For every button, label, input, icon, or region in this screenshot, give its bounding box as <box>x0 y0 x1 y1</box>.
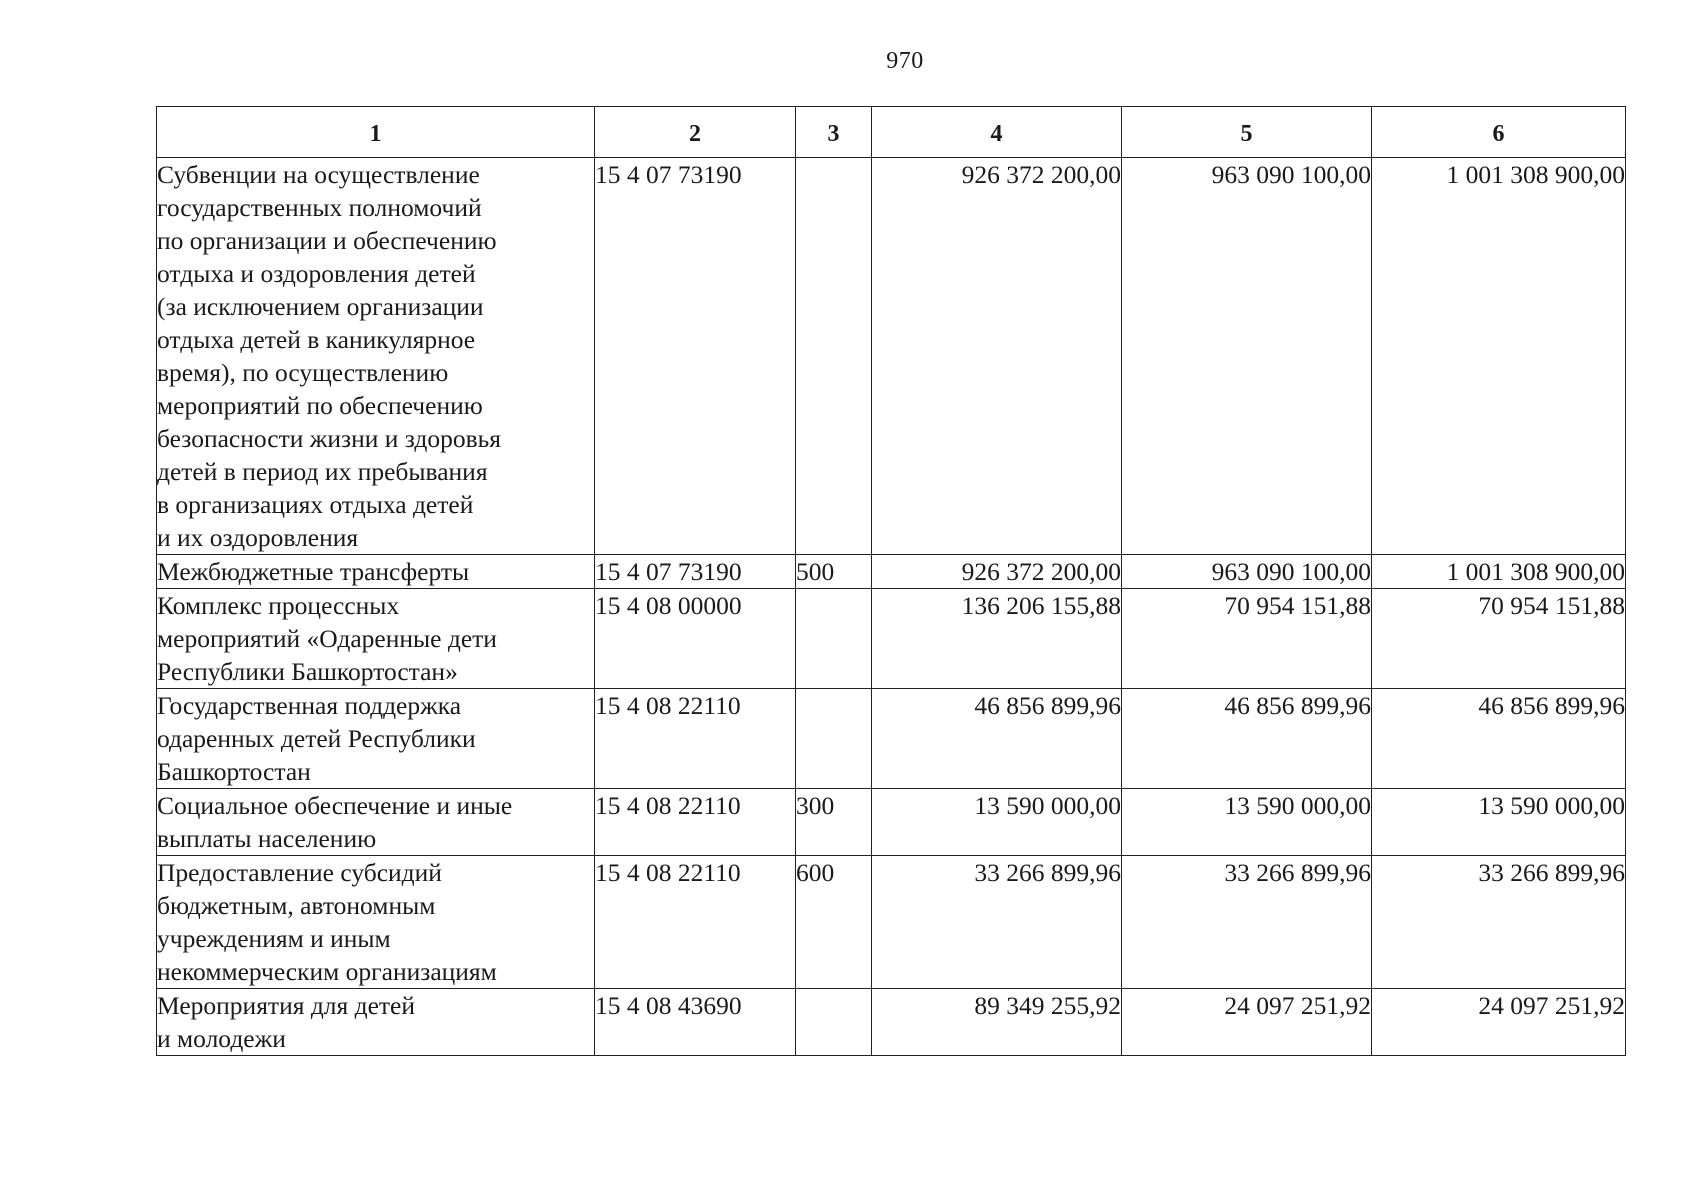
page-number: 970 <box>886 48 924 74</box>
item-name-line: Предоставление субсидий <box>157 858 442 887</box>
amount-col6-cell <box>1372 589 1626 689</box>
target-code: 15 4 08 00000 <box>595 591 742 620</box>
amount-col5: 13 590 000,00 <box>1224 791 1371 820</box>
amount-col6-cell <box>1372 689 1626 789</box>
amount-col5-cell <box>1122 589 1372 689</box>
expense-type-cell <box>796 589 872 689</box>
item-name-cell <box>157 555 595 589</box>
table-row <box>157 158 1626 555</box>
target-code: 15 4 08 22110 <box>595 691 741 720</box>
amount-col6: 13 590 000,00 <box>1478 791 1625 820</box>
amount-col6: 1 001 308 900,00 <box>1446 557 1625 586</box>
amount-col5: 24 097 251,92 <box>1224 991 1371 1020</box>
item-name-line: учреждениям и иным <box>157 924 391 953</box>
target-code: 15 4 08 43690 <box>595 991 742 1020</box>
amount-col5-cell <box>1122 989 1372 1056</box>
amount-col5-cell <box>1122 555 1372 589</box>
amount-col4-cell <box>872 689 1122 789</box>
amount-col5-cell <box>1122 789 1372 856</box>
item-name-line: безопасности жизни и здоровья <box>157 424 502 453</box>
amount-col6-cell <box>1372 789 1626 856</box>
amount-col6-cell <box>1372 158 1626 555</box>
target-code-cell <box>595 158 796 555</box>
expense-type-cell <box>796 555 872 589</box>
target-code-cell <box>595 989 796 1056</box>
item-name-line: (за исключением организации <box>157 292 484 321</box>
item-name-line: в организациях отдыха детей <box>157 490 474 519</box>
item-name-line: Государственная поддержка <box>157 691 462 720</box>
column-header-6: 6 <box>1372 107 1626 158</box>
item-name-cell <box>157 989 595 1056</box>
column-header-5: 5 <box>1122 107 1372 158</box>
item-name-line: отдыха детей в каникулярное <box>157 325 476 354</box>
expense-type-cell <box>796 989 872 1056</box>
amount-col4-cell <box>872 555 1122 589</box>
amount-col6-cell <box>1372 989 1626 1056</box>
amount-col5-cell <box>1122 158 1372 555</box>
amount-col4: 926 372 200,00 <box>961 557 1121 586</box>
amount-col5: 46 856 899,96 <box>1224 691 1371 720</box>
amount-col4-cell <box>872 589 1122 689</box>
amount-col4: 46 856 899,96 <box>974 691 1121 720</box>
amount-col5-cell <box>1122 856 1372 989</box>
item-name-line: выплаты населению <box>157 824 377 853</box>
item-name-line: время), по осуществлению <box>157 358 449 387</box>
target-code-cell <box>595 589 796 689</box>
item-name-line: Социальное обеспечение и иные <box>157 791 513 820</box>
expense-type: 600 <box>796 858 835 887</box>
expense-type: 300 <box>796 791 835 820</box>
target-code-cell <box>595 789 796 856</box>
amount-col5: 70 954 151,88 <box>1224 591 1371 620</box>
item-name-line: Комплекс процессных <box>157 591 400 620</box>
amount-col4: 926 372 200,00 <box>961 160 1121 189</box>
item-name-cell <box>157 856 595 989</box>
amount-col6-cell <box>1372 856 1626 989</box>
item-name-line: Субвенции на осуществление <box>157 160 480 189</box>
item-name-line: детей в период их пребывания <box>157 457 488 486</box>
amount-col6: 70 954 151,88 <box>1478 591 1625 620</box>
item-name-line: и молодежи <box>157 1024 286 1053</box>
table-row <box>157 989 1626 1056</box>
item-name-cell <box>157 689 595 789</box>
amount-col4-cell <box>872 856 1122 989</box>
amount-col5: 963 090 100,00 <box>1211 557 1371 586</box>
item-name-line: мероприятий «Одаренные дети <box>157 624 497 653</box>
target-code-cell <box>595 689 796 789</box>
expense-type: 500 <box>796 557 835 586</box>
expense-type-cell <box>796 689 872 789</box>
item-name-line: Межбюджетные трансферты <box>157 557 470 586</box>
item-name-line: бюджетным, автономным <box>157 891 436 920</box>
item-name-cell <box>157 789 595 856</box>
amount-col4-cell <box>872 989 1122 1056</box>
amount-col6: 24 097 251,92 <box>1478 991 1625 1020</box>
item-name-line: по организации и обеспечению <box>157 226 497 255</box>
target-code: 15 4 07 73190 <box>595 557 742 586</box>
table-row <box>157 689 1626 789</box>
target-code: 15 4 08 22110 <box>595 858 741 887</box>
budget-table <box>156 106 1626 1056</box>
header-row <box>157 107 1626 158</box>
target-code: 15 4 07 73190 <box>595 160 742 189</box>
item-name-line: одаренных детей Республики <box>157 724 476 753</box>
table-row <box>157 856 1626 989</box>
amount-col4: 13 590 000,00 <box>974 791 1121 820</box>
item-name-line: отдыха и оздоровления детей <box>157 259 476 288</box>
amount-col4: 136 206 155,88 <box>961 591 1121 620</box>
target-code-cell <box>595 856 796 989</box>
amount-col5: 33 266 899,96 <box>1224 858 1371 887</box>
amount-col4-cell <box>872 789 1122 856</box>
expense-type-cell <box>796 158 872 555</box>
item-name-line: Республики Башкортостан» <box>157 657 458 686</box>
column-header-2: 2 <box>595 107 796 158</box>
amount-col5: 963 090 100,00 <box>1211 160 1371 189</box>
column-header-3: 3 <box>796 107 872 158</box>
expense-type-cell <box>796 856 872 989</box>
table-row <box>157 589 1626 689</box>
amount-col5-cell <box>1122 689 1372 789</box>
amount-col6-cell <box>1372 555 1626 589</box>
column-header-4: 4 <box>872 107 1122 158</box>
item-name-line: некоммерческим организациям <box>157 957 497 986</box>
amount-col6: 1 001 308 900,00 <box>1446 160 1625 189</box>
amount-col4-cell <box>872 158 1122 555</box>
target-code-cell <box>595 555 796 589</box>
item-name-line: государственных полномочий <box>157 193 482 222</box>
amount-col6: 33 266 899,96 <box>1478 858 1625 887</box>
table-row <box>157 555 1626 589</box>
table-row <box>157 789 1626 856</box>
item-name-cell <box>157 158 595 555</box>
amount-col4: 89 349 255,92 <box>974 991 1121 1020</box>
expense-type-cell <box>796 789 872 856</box>
amount-col6: 46 856 899,96 <box>1478 691 1625 720</box>
item-name-line: Башкортостан <box>157 757 311 786</box>
target-code: 15 4 08 22110 <box>595 791 741 820</box>
item-name-line: Мероприятия для детей <box>157 991 416 1020</box>
item-name-cell <box>157 589 595 689</box>
item-name-line: мероприятий по обеспечению <box>157 391 483 420</box>
amount-col4: 33 266 899,96 <box>974 858 1121 887</box>
column-header-1: 1 <box>157 107 595 158</box>
item-name-line: и их оздоровления <box>157 523 359 552</box>
